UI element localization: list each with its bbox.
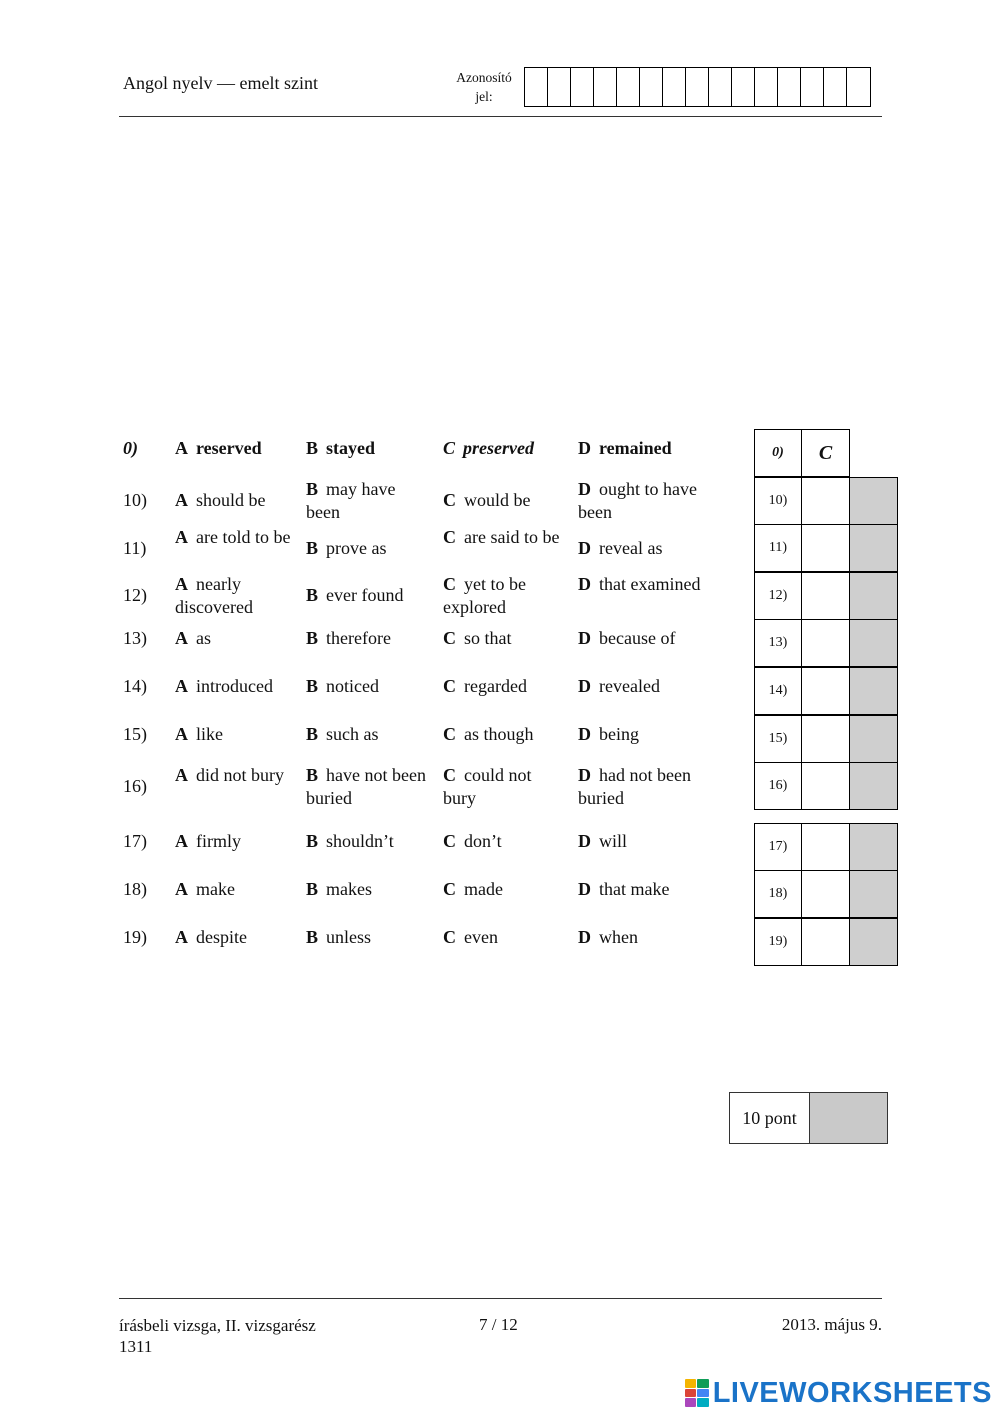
option-letter: A (175, 574, 188, 594)
question-number: 0) (123, 438, 138, 458)
option-b (306, 675, 428, 698)
question-number: 10) (123, 490, 147, 510)
option-letter: B (306, 585, 319, 605)
option-text: that make (599, 879, 670, 899)
option-text: when (599, 927, 638, 947)
option-text: as (196, 628, 211, 648)
option-letter: D (578, 538, 591, 558)
id-label-line1: Azonosító (456, 70, 512, 85)
option-b (306, 537, 428, 560)
option-text: had not been buried (578, 765, 691, 808)
answer-input-box[interactable] (802, 619, 850, 667)
option-text: preserved (463, 438, 534, 458)
option-b (306, 878, 428, 901)
option-letter: C (443, 765, 456, 785)
option-letter: C (443, 628, 456, 648)
option-text: because of (599, 628, 676, 648)
example-answer-number (754, 429, 802, 477)
grading-box (850, 762, 898, 810)
option-b (306, 437, 428, 460)
answer-number: 10) (754, 477, 802, 525)
question-number: 11) (123, 538, 147, 558)
option-letter: C (443, 831, 456, 851)
option-letter: D (578, 628, 591, 648)
option-d (578, 437, 718, 460)
answer-input-box[interactable] (802, 715, 850, 763)
answer-number: 16) (754, 762, 802, 810)
grading-box (850, 572, 898, 620)
option-b (306, 584, 428, 607)
option-a (175, 926, 295, 949)
option-letter: B (306, 879, 319, 899)
answer-input-box[interactable] (802, 524, 850, 572)
option-a (175, 675, 295, 698)
id-code-box[interactable] (663, 68, 686, 106)
id-code-box[interactable] (732, 68, 755, 106)
option-letter: C (443, 927, 456, 947)
score-box (809, 1092, 888, 1144)
answer-input-box[interactable] (802, 918, 850, 966)
answer-number: 18) (754, 870, 802, 918)
option-a (175, 878, 295, 901)
example-answer-number-label: 0) (772, 445, 784, 460)
option-text: introduced (196, 676, 273, 696)
option-letter: A (175, 724, 188, 744)
id-code-box[interactable] (778, 68, 801, 106)
option-text: reserved (196, 438, 262, 458)
option-a (175, 627, 295, 650)
answer-number: 19) (754, 918, 802, 966)
answer-input-box[interactable] (802, 477, 850, 525)
option-letter: A (175, 628, 188, 648)
grading-box (850, 918, 898, 966)
id-label-line2: jel: (475, 89, 493, 104)
footer-exam-part: írásbeli vizsga, II. vizsgarész (119, 1316, 316, 1335)
grading-box (850, 667, 898, 715)
option-c (443, 764, 561, 810)
grading-box (850, 477, 898, 525)
answer-input-box[interactable] (802, 667, 850, 715)
option-text: despite (196, 927, 247, 947)
option-letter: D (578, 879, 591, 899)
id-code-box[interactable] (686, 68, 709, 106)
score-label: 10 pont (729, 1092, 810, 1144)
option-text: are told to be (196, 527, 291, 547)
option-c (443, 675, 561, 698)
option-text: unless (326, 927, 372, 947)
id-code-box[interactable] (617, 68, 640, 106)
id-code-box[interactable] (640, 68, 663, 106)
option-c (443, 627, 561, 650)
option-text: prove as (326, 538, 387, 558)
answer-number: 15) (754, 715, 802, 763)
footer-exam-info (119, 1315, 316, 1357)
option-d (578, 878, 718, 901)
option-c (443, 489, 561, 512)
option-a (175, 437, 295, 460)
option-text: regarded (464, 676, 527, 696)
answer-number: 17) (754, 823, 802, 871)
option-letter: B (306, 831, 319, 851)
option-b (306, 926, 428, 949)
option-letter: D (578, 438, 591, 458)
option-c (443, 878, 561, 901)
option-letter: A (175, 879, 188, 899)
option-b (306, 627, 428, 650)
footer-exam-code: 1311 (119, 1337, 153, 1356)
option-letter: B (306, 479, 319, 499)
option-letter: D (578, 724, 591, 744)
option-letter: A (175, 438, 188, 458)
option-c (443, 526, 561, 549)
answer-number: 14) (754, 667, 802, 715)
option-text: should be (196, 490, 266, 510)
option-b (306, 478, 428, 524)
option-text: don’t (464, 831, 502, 851)
liveworksheets-logo-icon (685, 1379, 709, 1407)
option-text: like (196, 724, 223, 744)
option-letter: D (578, 927, 591, 947)
question-number: 12) (123, 585, 147, 605)
id-code-box[interactable] (801, 68, 824, 106)
answer-input-box[interactable] (802, 870, 850, 918)
header-rule (119, 116, 882, 117)
option-letter: A (175, 527, 188, 547)
answer-number: 11) (754, 524, 802, 572)
option-c (443, 573, 561, 619)
option-text: will (599, 831, 628, 851)
answer-input-box[interactable] (802, 823, 850, 871)
option-letter: D (578, 574, 591, 594)
option-text: are said to be (464, 527, 560, 547)
option-letter: B (306, 438, 319, 458)
option-letter: B (306, 927, 319, 947)
option-text: could not bury (443, 765, 532, 808)
id-code-box[interactable] (755, 68, 778, 106)
option-text: even (464, 927, 498, 947)
option-a (175, 526, 295, 549)
page-number: 7 / 12 (479, 1315, 518, 1334)
option-text: ever found (326, 585, 404, 605)
liveworksheets-watermark (685, 1375, 992, 1411)
id-code-box[interactable] (548, 68, 571, 106)
option-text: would be (464, 490, 531, 510)
example-answer-box: C (802, 429, 850, 477)
option-b (306, 764, 428, 810)
question-number: 13) (123, 628, 147, 648)
option-letter: D (578, 765, 591, 785)
question-number: 19) (123, 927, 147, 947)
question-number: 14) (123, 676, 147, 696)
option-d (578, 627, 718, 650)
option-letter: C (443, 724, 456, 744)
option-c (443, 437, 561, 460)
option-d (578, 537, 718, 560)
option-d (578, 478, 718, 524)
option-text: makes (326, 879, 372, 899)
option-text: firmly (196, 831, 241, 851)
option-letter: A (175, 676, 188, 696)
option-a (175, 573, 295, 619)
option-c (443, 723, 561, 746)
option-text: as though (464, 724, 534, 744)
option-text: such as (326, 724, 379, 744)
grading-box (850, 524, 898, 572)
id-code-box[interactable] (709, 68, 732, 106)
option-letter: B (306, 538, 319, 558)
id-code-box[interactable] (824, 68, 847, 106)
option-text: revealed (599, 676, 660, 696)
option-letter: C (443, 574, 456, 594)
id-code-box[interactable] (571, 68, 594, 106)
option-text: noticed (326, 676, 379, 696)
option-letter: C (443, 879, 456, 899)
answer-number: 12) (754, 572, 802, 620)
option-b (306, 830, 428, 853)
option-text: stayed (326, 438, 376, 458)
option-text: remained (599, 438, 672, 458)
option-text: ought to have been (578, 479, 697, 522)
watermark-text: LIVEWORKSHEETS (712, 1376, 992, 1409)
option-b (306, 723, 428, 746)
answer-input-box[interactable] (802, 762, 850, 810)
id-code-boxes[interactable] (524, 67, 871, 107)
option-text: have not been buried (306, 765, 426, 808)
question-number: 15) (123, 724, 147, 744)
option-c (443, 926, 561, 949)
option-text: made (464, 879, 503, 899)
option-letter: B (306, 628, 319, 648)
option-text: being (599, 724, 639, 744)
option-d (578, 926, 718, 949)
option-a (175, 723, 295, 746)
id-code-box[interactable] (847, 68, 870, 106)
option-a (175, 489, 295, 512)
option-a (175, 764, 295, 787)
grading-box (850, 715, 898, 763)
question-number: 18) (123, 879, 147, 899)
id-label (448, 68, 520, 106)
grading-box (850, 823, 898, 871)
option-d (578, 723, 718, 746)
id-code-box[interactable] (525, 68, 548, 106)
option-letter: B (306, 724, 319, 744)
option-text: reveal as (599, 538, 663, 558)
option-text: make (196, 879, 235, 899)
option-d (578, 830, 718, 853)
option-letter: C (443, 676, 456, 696)
option-text: shouldn’t (326, 831, 394, 851)
option-letter: A (175, 927, 188, 947)
footer-rule (119, 1298, 882, 1299)
grading-box (850, 870, 898, 918)
exam-title: Angol nyelv — emelt szint (123, 73, 318, 93)
option-d (578, 675, 718, 698)
grading-box (850, 619, 898, 667)
option-letter: C (443, 527, 456, 547)
question-number: 16) (123, 776, 147, 796)
option-letter: D (578, 676, 591, 696)
option-letter: C (443, 438, 456, 458)
answer-number: 13) (754, 619, 802, 667)
exam-date: 2013. május 9. (781, 1315, 882, 1334)
option-letter: A (175, 831, 188, 851)
option-letter: A (175, 765, 188, 785)
option-text: so that (464, 628, 512, 648)
option-letter: D (578, 479, 591, 499)
option-d (578, 764, 718, 810)
answer-input-box[interactable] (802, 572, 850, 620)
option-text: may have been (306, 479, 396, 522)
question-number: 17) (123, 831, 147, 851)
option-letter: B (306, 676, 319, 696)
option-c (443, 830, 561, 853)
option-letter: A (175, 490, 188, 510)
id-code-box[interactable] (594, 68, 617, 106)
option-text: therefore (326, 628, 391, 648)
option-letter: B (306, 765, 319, 785)
option-text: did not bury (196, 765, 284, 785)
option-text: that examined (599, 574, 701, 594)
option-d (578, 573, 718, 596)
option-text: yet to be explored (443, 574, 526, 617)
option-letter: D (578, 831, 591, 851)
option-text: nearly discovered (175, 574, 253, 617)
option-a (175, 830, 295, 853)
option-letter: C (443, 490, 456, 510)
